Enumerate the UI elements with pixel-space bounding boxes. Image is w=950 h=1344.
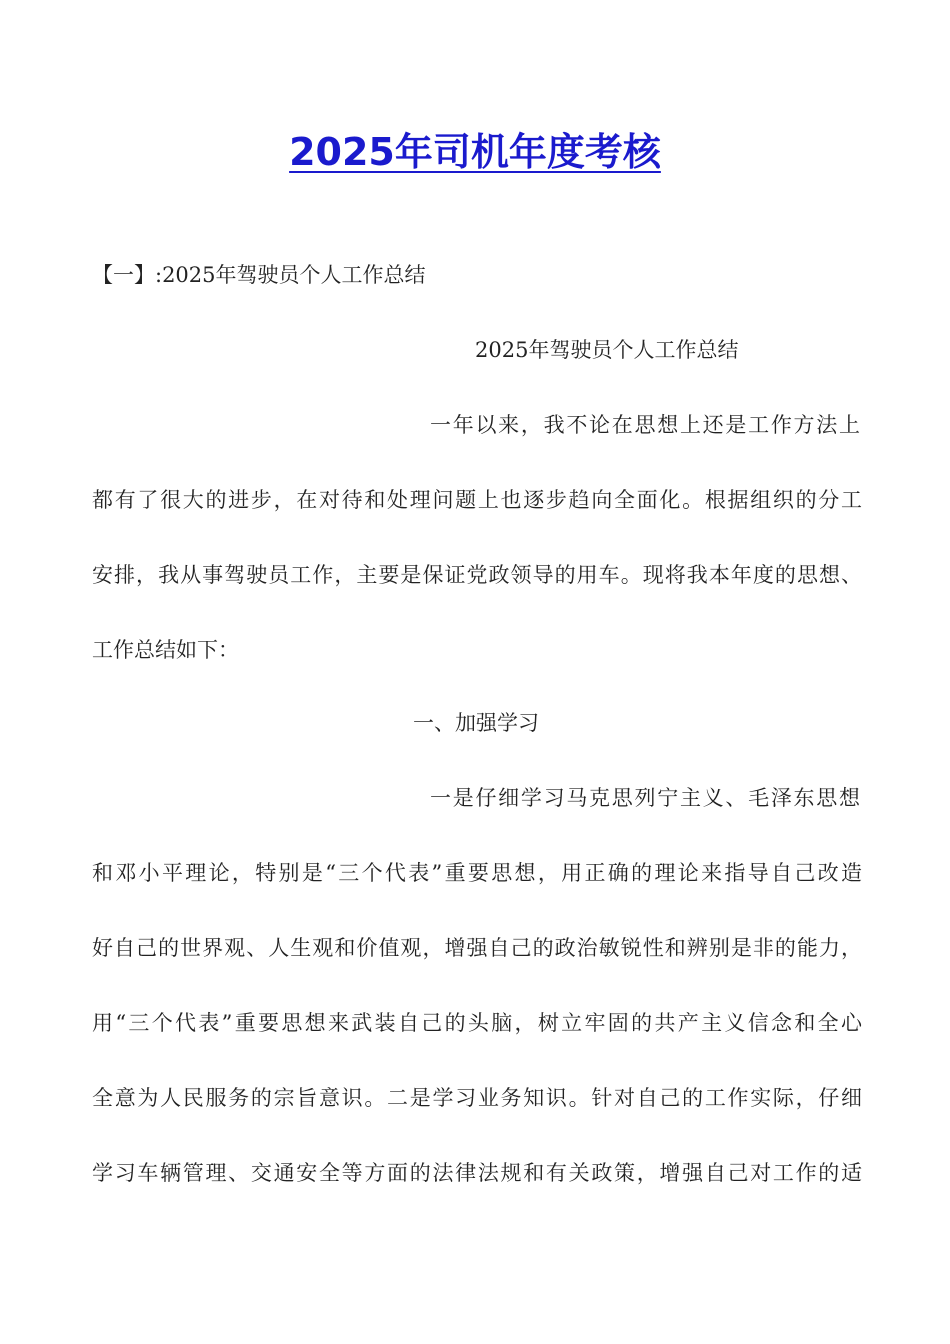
paragraph-line: 工作总结如下： <box>92 638 239 662</box>
paragraph-line: 都有了很大的进步，在对待和处理问题上也逐步趋向全面化。根据组织的分工 <box>92 488 862 512</box>
document-title-link[interactable]: 2025年司机年度考核 <box>289 130 661 174</box>
paragraph-line: 和邓小平理论，特别是“三个代表”重要思想，用正确的理论来指导自己改造 <box>92 861 862 885</box>
paragraph-line: 安排，我从事驾驶员工作，主要是保证党政领导的用车。现将我本年度的思想、 <box>92 563 862 587</box>
paragraph-line: 一年以来，我不论在思想上还是工作方法上 <box>430 413 860 437</box>
section-heading: 【一】:2025年驾驶员个人工作总结 <box>92 263 426 287</box>
section-heading-learning: 一、加强学习 <box>413 711 539 735</box>
paragraph-line: 好自己的世界观、人生观和价值观，增强自己的政治敏锐性和辨别是非的能力， <box>92 936 862 960</box>
paragraph-line: 用“三个代表”重要思想来武装自己的头脑，树立牢固的共产主义信念和全心 <box>92 1011 862 1035</box>
paragraph-line: 学习车辆管理、交通安全等方面的法律法规和有关政策，增强自己对工作的适 <box>92 1161 862 1185</box>
paragraph-line: 全意为人民服务的宗旨意识。二是学习业务知识。针对自己的工作实际，仔细 <box>92 1086 862 1110</box>
paragraph-line: 一是仔细学习马克思列宁主义、毛泽东思想 <box>430 786 860 810</box>
document-subtitle: 2025年驾驶员个人工作总结 <box>475 338 739 362</box>
document-title <box>0 122 950 182</box>
